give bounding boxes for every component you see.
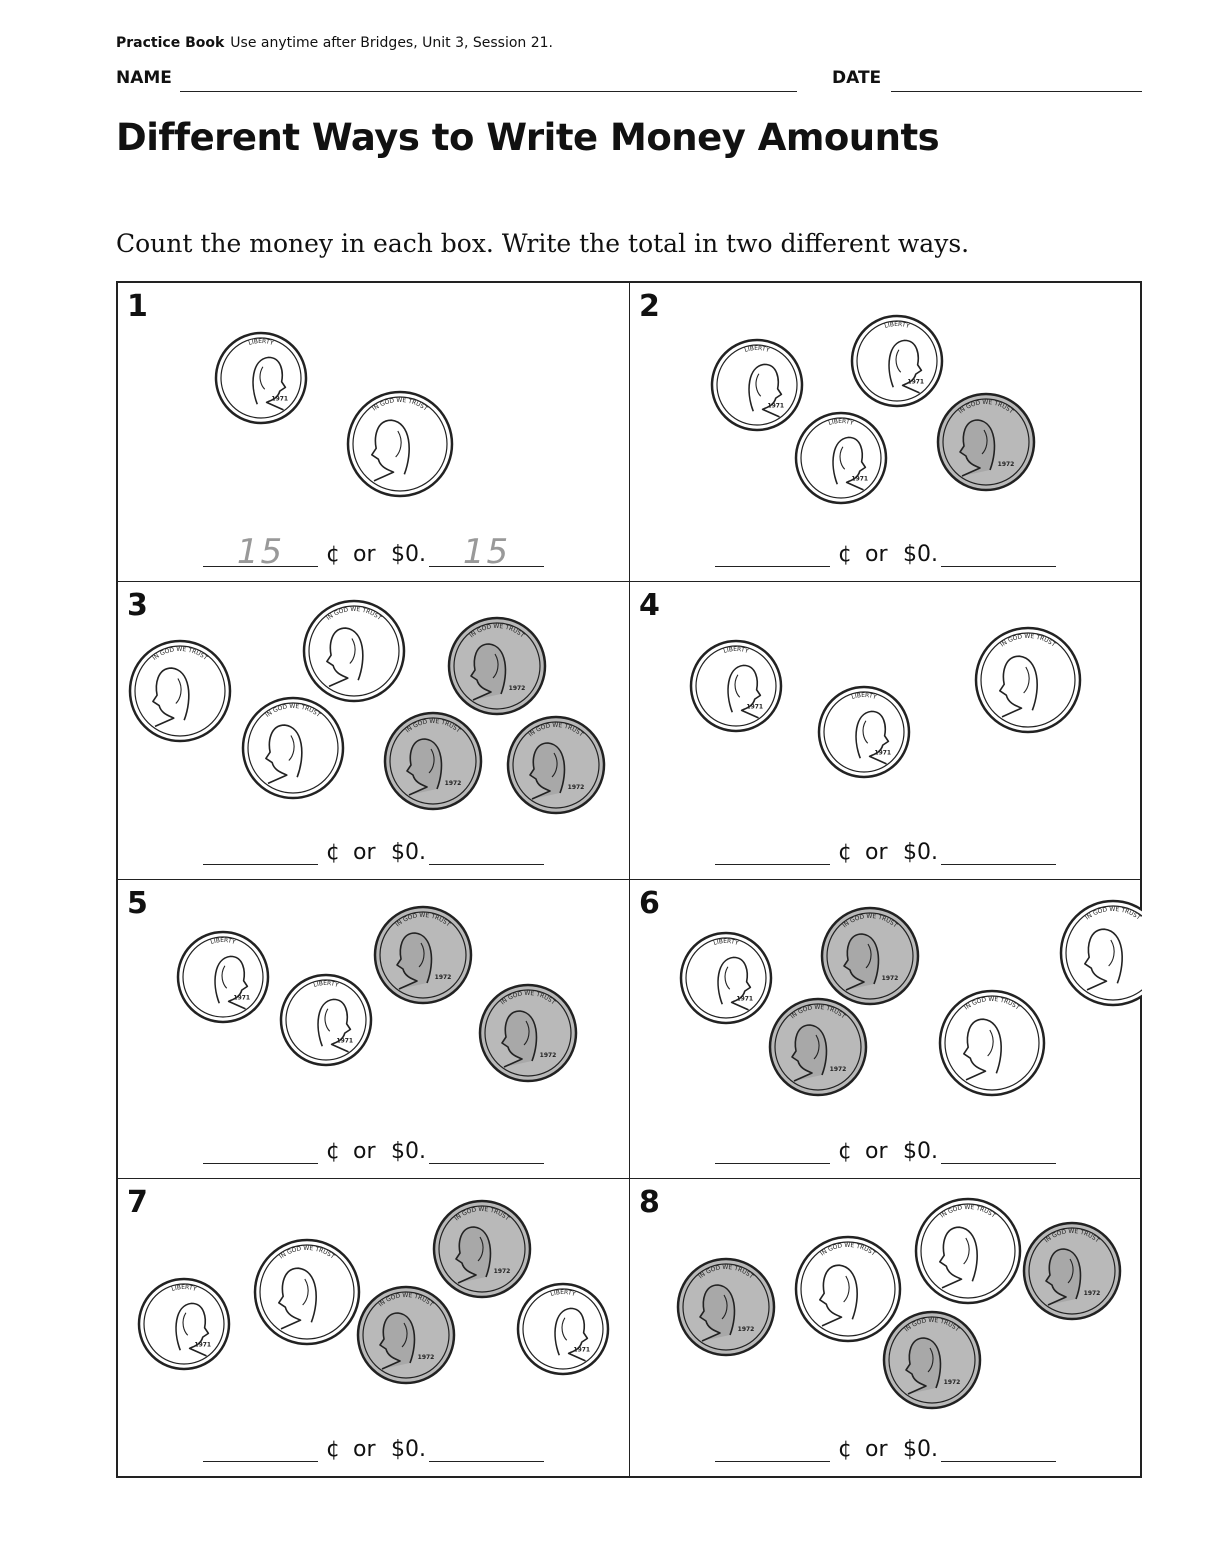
penny-coin-icon — [385, 713, 481, 809]
page-title: Different Ways to Write Money Amounts — [116, 116, 940, 159]
or-label: or — [865, 541, 888, 567]
coin-legend: IN GOD WE TRUST — [151, 645, 209, 662]
nickel-coin-icon — [130, 641, 230, 741]
coin-legend: LIBERTY — [712, 937, 740, 947]
dime-coin-icon — [518, 1284, 608, 1374]
coin-legend: IN GOD WE TRUST — [957, 398, 1015, 416]
coin-year: 1972 — [508, 684, 526, 692]
coin-year: 1972 — [493, 1267, 511, 1275]
penny-coin-icon — [449, 618, 545, 714]
coin-legend: LIBERTY — [549, 1288, 577, 1298]
penny-coin-icon — [358, 1287, 454, 1383]
penny-coin-icon — [822, 908, 918, 1004]
coin-year: 1971 — [573, 1346, 591, 1353]
coin-legend: IN GOD WE TRUST — [789, 1003, 847, 1021]
coin-year: 1971 — [336, 1037, 354, 1045]
coin-legend: IN GOD WE TRUST — [325, 605, 383, 622]
dollar-prefix: $0. — [391, 1138, 426, 1164]
dime-coin-icon — [796, 413, 886, 503]
problem-number: 4 — [639, 587, 660, 623]
date-label: DATE — [832, 68, 882, 88]
coin-year: 1972 — [417, 1353, 435, 1361]
or-label: or — [353, 840, 376, 865]
coin-year: 1972 — [881, 975, 899, 982]
cents-answer-value: 15 — [236, 531, 285, 572]
date-field[interactable] — [891, 91, 1142, 92]
problem-box — [629, 581, 1142, 881]
dollar-prefix: $0. — [903, 541, 938, 567]
dime-coin-icon — [139, 1279, 229, 1369]
dollars-answer-field[interactable] — [941, 836, 1056, 865]
coin-legend: IN GOD WE TRUST — [697, 1263, 755, 1280]
coin-year: 1972 — [829, 1066, 847, 1073]
coin-year: 1972 — [539, 1052, 557, 1059]
coin-year: 1972 — [943, 1378, 961, 1386]
coin-year: 1972 — [444, 779, 462, 787]
dollars-answer-field[interactable] — [941, 1433, 1056, 1462]
coin-legend: LIBERTY — [722, 645, 750, 655]
problem-number: 3 — [127, 587, 148, 623]
cents-answer-field[interactable] — [715, 538, 830, 567]
name-field[interactable] — [180, 91, 797, 92]
header-note-line — [116, 35, 553, 51]
answer-line — [630, 1424, 1141, 1464]
coin-year: 1971 — [736, 995, 754, 1003]
nickel-coin-icon — [976, 628, 1080, 732]
cents-answer-field[interactable] — [203, 531, 318, 572]
coin-legend: IN GOD WE TRUST — [453, 1205, 511, 1222]
coin-legend: IN GOD WE TRUST — [1043, 1227, 1101, 1244]
nickel-coin-icon — [304, 601, 404, 701]
coin-year: 1971 — [746, 703, 764, 710]
coin-legend: IN GOD WE TRUST — [527, 721, 585, 738]
coin-legend: LIBERTY — [247, 337, 275, 347]
cents-answer-field[interactable] — [203, 1135, 318, 1164]
dollar-prefix: $0. — [903, 840, 938, 865]
dollar-prefix: $0. — [903, 1437, 938, 1462]
coin-legend: IN GOD WE TRUST — [264, 702, 322, 719]
dollars-answer-field[interactable] — [429, 1135, 544, 1164]
coin-legend: IN GOD WE TRUST — [371, 396, 429, 413]
coin-legend: IN GOD WE TRUST — [377, 1291, 435, 1308]
dollar-prefix: $0. — [903, 1138, 938, 1164]
cent-symbol: ¢ — [326, 840, 340, 865]
coin-year: 1971 — [874, 749, 892, 756]
coin-legend: IN GOD WE TRUST — [939, 1203, 997, 1219]
cent-symbol: ¢ — [838, 541, 852, 567]
cent-symbol: ¢ — [326, 1437, 340, 1462]
problem-grid — [116, 281, 1142, 1478]
answer-line — [118, 1424, 629, 1464]
problem-box — [117, 879, 630, 1179]
answer-line — [118, 827, 629, 867]
coin-year: 1971 — [271, 395, 289, 403]
or-label: or — [865, 1437, 888, 1462]
dime-coin-icon — [178, 932, 268, 1022]
nickel-coin-icon — [348, 392, 452, 496]
penny-coin-icon — [480, 985, 576, 1081]
cent-symbol: ¢ — [326, 1138, 340, 1164]
penny-coin-icon — [938, 394, 1034, 490]
nickel-coin-icon — [796, 1237, 900, 1341]
penny-coin-icon — [1024, 1223, 1120, 1319]
coin-legend: IN GOD WE TRUST — [278, 1244, 336, 1260]
usage-note: Use anytime after Bridges, Unit 3, Session 21. — [230, 35, 554, 51]
coin-legend: IN GOD WE TRUST — [903, 1316, 961, 1333]
dime-coin-icon — [691, 641, 781, 731]
dime-coin-icon — [216, 333, 306, 423]
or-label: or — [865, 1138, 888, 1164]
nickel-coin-icon — [255, 1240, 359, 1344]
problem-number: 8 — [639, 1184, 660, 1220]
problem-number: 1 — [127, 289, 148, 324]
coin-year: 1971 — [767, 402, 785, 410]
cents-answer-field[interactable] — [203, 1433, 318, 1462]
dime-coin-icon — [852, 316, 942, 406]
dollars-answer-field[interactable] — [429, 1433, 544, 1462]
cents-answer-field[interactable] — [715, 1135, 830, 1164]
dime-coin-icon — [281, 975, 371, 1065]
nickel-coin-icon — [243, 698, 343, 798]
or-label: or — [353, 541, 376, 567]
cent-symbol: ¢ — [838, 840, 852, 865]
coin-year: 1972 — [1083, 1289, 1101, 1297]
problem-box — [629, 282, 1142, 582]
problem-number: 6 — [639, 886, 660, 921]
cents-answer-field[interactable] — [715, 1433, 830, 1462]
answer-line — [630, 529, 1141, 569]
coin-legend: LIBERTY — [170, 1283, 198, 1293]
coin-legend: LIBERTY — [312, 979, 340, 989]
dime-coin-icon — [681, 933, 771, 1023]
coin-legend: IN GOD WE TRUST — [841, 912, 899, 930]
problem-box — [629, 1178, 1142, 1478]
dollar-prefix: $0. — [391, 1437, 426, 1462]
coin-year: 1972 — [997, 461, 1015, 468]
nickel-coin-icon — [916, 1199, 1020, 1303]
coin-legend: LIBERTY — [743, 344, 771, 354]
answer-line — [630, 1126, 1141, 1166]
cent-symbol: ¢ — [326, 541, 340, 567]
problem-number: 2 — [639, 289, 660, 324]
coin-legend: IN GOD WE TRUST — [468, 622, 526, 639]
coin-legend: LIBERTY — [209, 936, 237, 946]
cents-answer-field[interactable] — [715, 836, 830, 865]
penny-coin-icon — [770, 999, 866, 1095]
cent-symbol: ¢ — [838, 1437, 852, 1462]
problem-box — [629, 879, 1142, 1179]
penny-coin-icon — [434, 1201, 530, 1297]
coin-year: 1972 — [434, 974, 452, 981]
dollars-answer-field[interactable] — [429, 836, 544, 865]
or-label: or — [353, 1138, 376, 1164]
dollar-prefix: $0. — [391, 840, 426, 865]
dollars-answer-value: 15 — [462, 531, 511, 572]
problem-number: 7 — [127, 1184, 148, 1220]
cents-answer-field[interactable] — [203, 836, 318, 865]
answer-line — [630, 827, 1141, 867]
instructions: Count the money in each box. Write the total in two different ways. — [116, 229, 970, 258]
coin-legend: LIBERTY — [883, 320, 911, 330]
penny-coin-icon — [678, 1259, 774, 1355]
coin-year: 1971 — [851, 475, 869, 483]
coin-legend: IN GOD WE TRUST — [1084, 905, 1142, 922]
coin-legend: IN GOD WE TRUST — [999, 632, 1057, 648]
nickel-coin-icon — [940, 991, 1044, 1095]
coin-legend: IN GOD WE TRUST — [499, 989, 557, 1007]
cent-symbol: ¢ — [838, 1138, 852, 1164]
coin-year: 1971 — [907, 378, 925, 386]
coin-legend: IN GOD WE TRUST — [404, 717, 462, 734]
book-label: Practice Book — [116, 35, 225, 51]
dollar-prefix: $0. — [391, 541, 426, 567]
problem-number: 5 — [127, 886, 148, 921]
problem-box — [117, 282, 630, 582]
nickel-coin-icon — [1061, 901, 1142, 1005]
dollars-answer-field[interactable] — [429, 531, 544, 572]
coin-legend: LIBERTY — [827, 417, 855, 427]
dollars-answer-field[interactable] — [941, 1135, 1056, 1164]
or-label: or — [865, 840, 888, 865]
coin-year: 1972 — [737, 1325, 755, 1333]
or-label: or — [353, 1437, 376, 1462]
answer-line — [118, 529, 629, 572]
coin-year: 1972 — [567, 783, 585, 791]
coin-year: 1971 — [194, 1341, 212, 1348]
problem-box — [117, 581, 630, 881]
coin-legend: IN GOD WE TRUST — [819, 1241, 877, 1257]
coin-legend: IN GOD WE TRUST — [963, 995, 1021, 1012]
coin-legend: LIBERTY — [850, 691, 878, 701]
dollars-answer-field[interactable] — [941, 538, 1056, 567]
problem-box — [117, 1178, 630, 1478]
dime-coin-icon — [712, 340, 802, 430]
dime-coin-icon — [819, 687, 909, 777]
answer-line — [118, 1126, 629, 1166]
penny-coin-icon — [375, 907, 471, 1003]
name-label: NAME — [116, 68, 172, 88]
coin-year: 1971 — [233, 994, 251, 1002]
penny-coin-icon — [884, 1312, 980, 1408]
penny-coin-icon — [508, 717, 604, 813]
coin-legend: IN GOD WE TRUST — [394, 911, 452, 929]
